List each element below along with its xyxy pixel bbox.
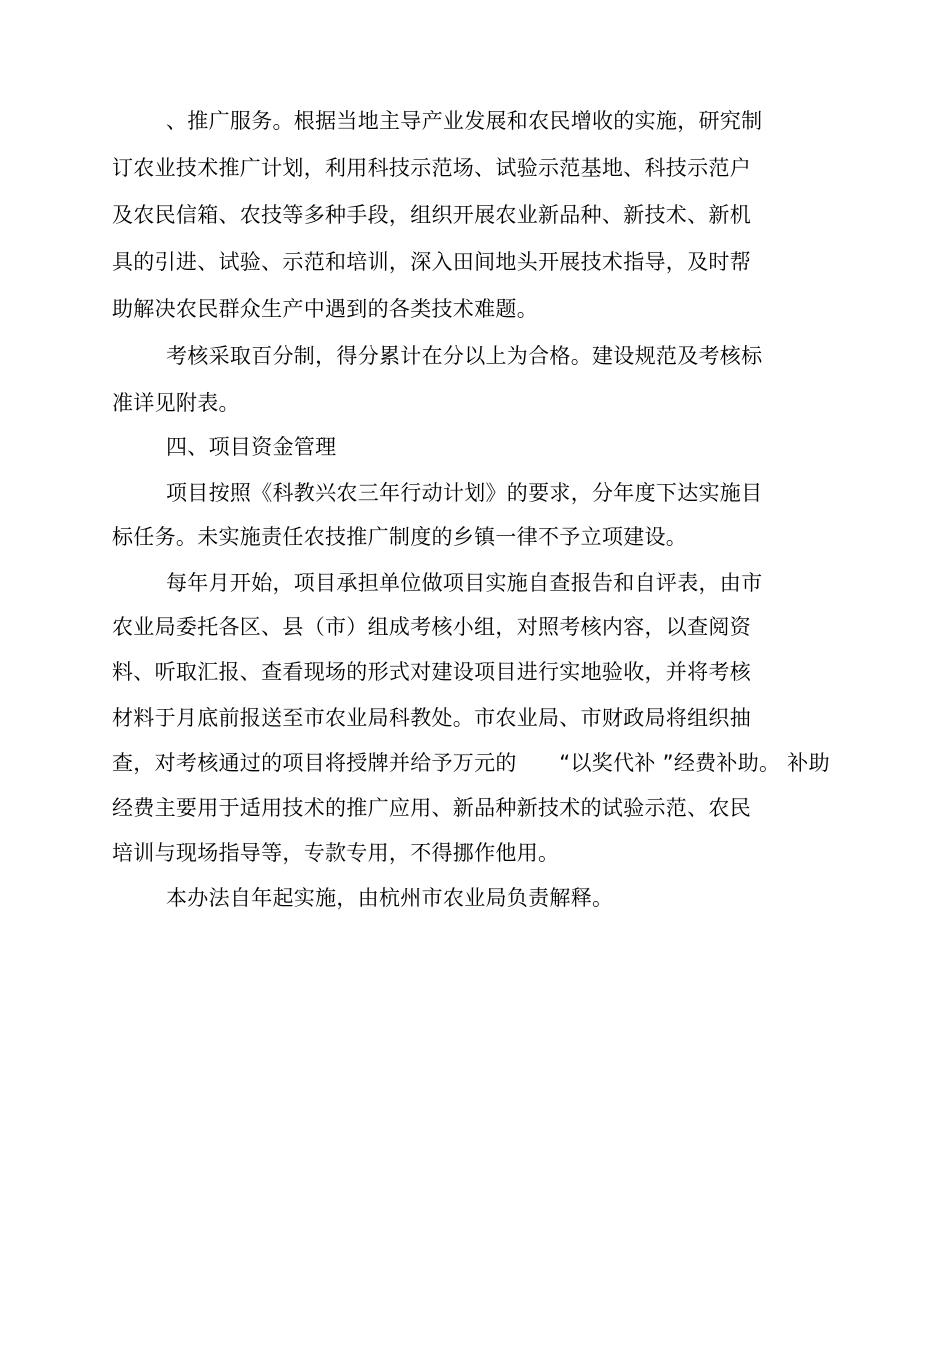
text-line-17: 培训与现场指导等，专款专用，不得挪作他用。 <box>112 841 560 865</box>
text-line-11: 每年月开始，项目承担单位做项目实施自查报告和自评表，由市 <box>166 571 763 595</box>
text-line-15: 查，对考核通过的项目将授牌并给予万元的 “以奖代补 ”经费补助。 补助 <box>112 751 830 775</box>
text-line-5: 助解决农民群众生产中遇到的各类技术难题。 <box>112 297 538 321</box>
text-line-9: 项目按照《科教兴农三年行动计划》的要求，分年度下达实施目 <box>166 481 763 505</box>
text-line-18: 本办法自年起实施，由杭州市农业局负责解释。 <box>166 886 614 910</box>
section-heading: 四、项目资金管理 <box>166 435 337 459</box>
text-line-7: 准详见附表。 <box>112 391 240 415</box>
text-line-12: 农业局委托各区、县（市）组成考核小组，对照考核内容，以查阅资 <box>112 615 751 639</box>
text-line-3: 及农民信箱、农技等多种手段，组织开展农业新品种、新技术、新机 <box>112 203 751 227</box>
text-line-13: 料、听取汇报、查看现场的形式对建设项目进行实地验收，并将考核 <box>112 660 751 684</box>
text-line-1: 、推广服务。根据当地主导产业发展和农民增收的实施，研究制 <box>166 109 763 133</box>
text-line-16: 经费主要用于适用技术的推广应用、新品种新技术的试验示范、农民 <box>112 796 751 820</box>
text-line-14: 材料于月底前报送至市农业局科教处。市农业局、市财政局将组织抽 <box>112 706 751 730</box>
text-line-10: 标任务。未实施责任农技推广制度的乡镇一律不予立项建设。 <box>112 525 688 549</box>
text-line-6: 考核采取百分制，得分累计在分以上为合格。建设规范及考核标 <box>166 344 763 368</box>
text-line-2: 订农业技术推广计划，利用科技示范场、试验示范基地、科技示范户 <box>112 156 751 180</box>
text-line-4: 具的引进、试验、示范和培训，深入田间地头开展技术指导，及时帮 <box>112 250 751 274</box>
